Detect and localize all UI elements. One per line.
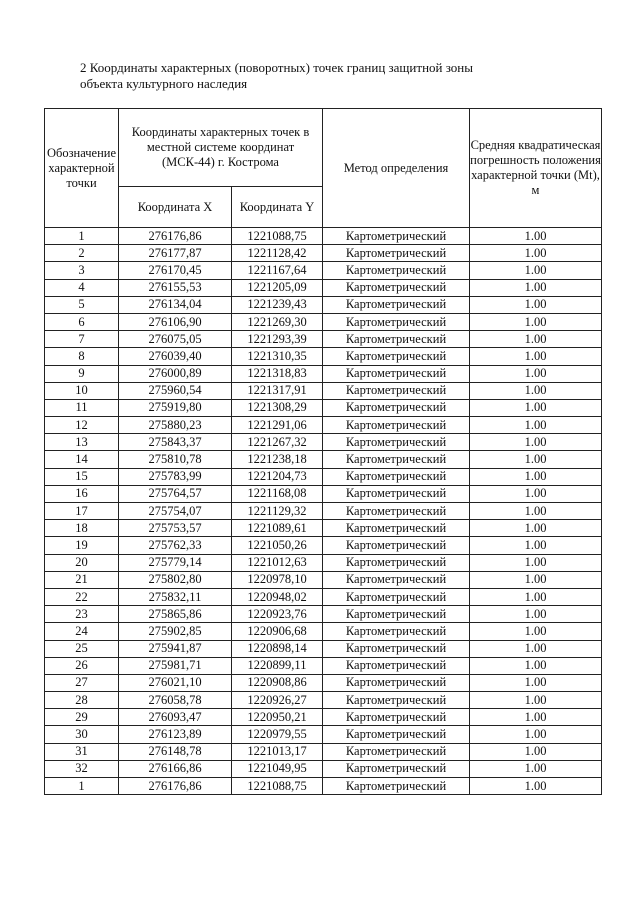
error-cell: 1.00 xyxy=(470,468,602,485)
error-cell: 1.00 xyxy=(470,588,602,605)
coordinate-x-cell: 275960,54 xyxy=(119,382,232,399)
point-number-cell: 18 xyxy=(45,520,119,537)
coordinate-y-cell: 1221317,91 xyxy=(232,382,323,399)
coordinate-x-cell: 276166,86 xyxy=(119,760,232,777)
header-point-designation: Обозначение характерной точки xyxy=(45,109,119,228)
coordinate-x-cell: 275779,14 xyxy=(119,554,232,571)
table-row xyxy=(45,382,602,399)
method-cell: Картометрический xyxy=(323,778,470,795)
error-cell: 1.00 xyxy=(470,331,602,348)
error-cell: 1.00 xyxy=(470,417,602,434)
table-row xyxy=(45,331,602,348)
coordinate-y-cell: 1221310,35 xyxy=(232,348,323,365)
error-cell: 1.00 xyxy=(470,296,602,313)
error-cell: 1.00 xyxy=(470,726,602,743)
coordinate-y-cell: 1221308,29 xyxy=(232,399,323,416)
coordinate-x-cell: 275902,85 xyxy=(119,623,232,640)
error-cell: 1.00 xyxy=(470,399,602,416)
table-row xyxy=(45,245,602,262)
coordinate-y-cell: 1220948,02 xyxy=(232,588,323,605)
point-number-cell: 9 xyxy=(45,365,119,382)
error-cell: 1.00 xyxy=(470,692,602,709)
header-coordinates-group: Координаты характерных точек в местной системе координат (МСК-44) г. Кострома xyxy=(119,109,323,187)
table-row xyxy=(45,588,602,605)
table-row xyxy=(45,468,602,485)
error-cell: 1.00 xyxy=(470,709,602,726)
coordinate-y-cell: 1220923,76 xyxy=(232,606,323,623)
error-cell: 1.00 xyxy=(470,365,602,382)
point-number-cell: 19 xyxy=(45,537,119,554)
coordinate-x-cell: 275832,11 xyxy=(119,588,232,605)
method-cell: Картометрический xyxy=(323,348,470,365)
point-number-cell: 28 xyxy=(45,692,119,709)
coordinate-x-cell: 275762,33 xyxy=(119,537,232,554)
error-cell: 1.00 xyxy=(470,657,602,674)
table-row xyxy=(45,657,602,674)
error-cell: 1.00 xyxy=(470,778,602,795)
point-number-cell: 10 xyxy=(45,382,119,399)
point-number-cell: 8 xyxy=(45,348,119,365)
coordinate-y-cell: 1221318,83 xyxy=(232,365,323,382)
coordinate-y-cell: 1220899,11 xyxy=(232,657,323,674)
coordinate-y-cell: 1221129,32 xyxy=(232,503,323,520)
error-cell: 1.00 xyxy=(470,760,602,777)
coordinate-y-cell: 1221013,17 xyxy=(232,743,323,760)
table-row xyxy=(45,434,602,451)
method-cell: Картометрический xyxy=(323,365,470,382)
error-cell: 1.00 xyxy=(470,537,602,554)
coordinate-y-cell: 1221204,73 xyxy=(232,468,323,485)
method-cell: Картометрический xyxy=(323,434,470,451)
error-cell: 1.00 xyxy=(470,245,602,262)
method-cell: Картометрический xyxy=(323,726,470,743)
table-row xyxy=(45,296,602,313)
method-cell: Картометрический xyxy=(323,245,470,262)
coordinate-x-cell: 276177,87 xyxy=(119,245,232,262)
coordinate-y-cell: 1221089,61 xyxy=(232,520,323,537)
method-cell: Картометрический xyxy=(323,451,470,468)
table-row xyxy=(45,709,602,726)
method-cell: Картометрический xyxy=(323,313,470,330)
coordinate-x-cell: 275783,99 xyxy=(119,468,232,485)
point-number-cell: 15 xyxy=(45,468,119,485)
coordinate-y-cell: 1221012,63 xyxy=(232,554,323,571)
table-row xyxy=(45,743,602,760)
point-number-cell: 4 xyxy=(45,279,119,296)
point-number-cell: 13 xyxy=(45,434,119,451)
table-row xyxy=(45,623,602,640)
error-cell: 1.00 xyxy=(470,485,602,502)
point-number-cell: 11 xyxy=(45,399,119,416)
coordinate-y-cell: 1221238,18 xyxy=(232,451,323,468)
coordinate-y-cell: 1221267,32 xyxy=(232,434,323,451)
point-number-cell: 12 xyxy=(45,417,119,434)
coordinate-x-cell: 275865,86 xyxy=(119,606,232,623)
table-row xyxy=(45,228,602,245)
coordinate-x-cell: 275753,57 xyxy=(119,520,232,537)
point-number-cell: 22 xyxy=(45,588,119,605)
method-cell: Картометрический xyxy=(323,760,470,777)
point-number-cell: 5 xyxy=(45,296,119,313)
error-cell: 1.00 xyxy=(470,606,602,623)
header-coordinate-y: Координата Y xyxy=(232,187,323,228)
point-number-cell: 3 xyxy=(45,262,119,279)
table-row xyxy=(45,554,602,571)
coordinate-y-cell: 1221128,42 xyxy=(232,245,323,262)
title-line-2: объекта культурного наследия xyxy=(80,76,248,91)
error-cell: 1.00 xyxy=(470,348,602,365)
coordinate-x-cell: 276123,89 xyxy=(119,726,232,743)
error-cell: 1.00 xyxy=(470,228,602,245)
method-cell: Картометрический xyxy=(323,571,470,588)
table-row xyxy=(45,778,602,795)
document-title xyxy=(80,60,580,92)
header-coordinate-x: Координата Х xyxy=(119,187,232,228)
error-cell: 1.00 xyxy=(470,554,602,571)
coordinate-x-cell: 275802,80 xyxy=(119,571,232,588)
table-body xyxy=(45,228,602,795)
point-number-cell: 7 xyxy=(45,331,119,348)
point-number-cell: 25 xyxy=(45,640,119,657)
table-row xyxy=(45,313,602,330)
point-number-cell: 1 xyxy=(45,778,119,795)
coordinate-y-cell: 1221269,30 xyxy=(232,313,323,330)
coordinate-x-cell: 275843,37 xyxy=(119,434,232,451)
coordinate-x-cell: 276058,78 xyxy=(119,692,232,709)
table-row xyxy=(45,640,602,657)
coordinate-x-cell: 275919,80 xyxy=(119,399,232,416)
error-cell: 1.00 xyxy=(470,674,602,691)
point-number-cell: 17 xyxy=(45,503,119,520)
method-cell: Картометрический xyxy=(323,417,470,434)
method-cell: Картометрический xyxy=(323,279,470,296)
method-cell: Картометрический xyxy=(323,382,470,399)
coordinate-y-cell: 1220978,10 xyxy=(232,571,323,588)
method-cell: Картометрический xyxy=(323,296,470,313)
table-row xyxy=(45,726,602,743)
error-cell: 1.00 xyxy=(470,382,602,399)
table-row xyxy=(45,537,602,554)
coordinate-x-cell: 276148,78 xyxy=(119,743,232,760)
point-number-cell: 27 xyxy=(45,674,119,691)
coordinate-y-cell: 1221293,39 xyxy=(232,331,323,348)
method-cell: Картометрический xyxy=(323,468,470,485)
coordinate-y-cell: 1220979,55 xyxy=(232,726,323,743)
method-cell: Картометрический xyxy=(323,262,470,279)
coordinate-x-cell: 275810,78 xyxy=(119,451,232,468)
table-row xyxy=(45,348,602,365)
error-cell: 1.00 xyxy=(470,313,602,330)
header-method: Метод определения xyxy=(323,109,470,228)
coordinate-y-cell: 1221167,64 xyxy=(232,262,323,279)
coordinates-table xyxy=(44,108,602,795)
error-cell: 1.00 xyxy=(470,434,602,451)
error-cell: 1.00 xyxy=(470,520,602,537)
method-cell: Картометрический xyxy=(323,399,470,416)
coordinate-y-cell: 1221088,75 xyxy=(232,778,323,795)
header-error: Средняя квадратическая погрешность положения характерной точки (Mt), м xyxy=(470,109,602,228)
method-cell: Картометрический xyxy=(323,503,470,520)
coordinate-y-cell: 1221205,09 xyxy=(232,279,323,296)
coordinate-x-cell: 275941,87 xyxy=(119,640,232,657)
point-number-cell: 32 xyxy=(45,760,119,777)
error-cell: 1.00 xyxy=(470,640,602,657)
coordinate-y-cell: 1220906,68 xyxy=(232,623,323,640)
coordinate-x-cell: 276170,45 xyxy=(119,262,232,279)
point-number-cell: 26 xyxy=(45,657,119,674)
error-cell: 1.00 xyxy=(470,451,602,468)
coordinate-x-cell: 275880,23 xyxy=(119,417,232,434)
method-cell: Картометрический xyxy=(323,606,470,623)
coordinate-y-cell: 1221291,06 xyxy=(232,417,323,434)
table-row xyxy=(45,451,602,468)
table-row xyxy=(45,503,602,520)
coordinate-y-cell: 1220926,27 xyxy=(232,692,323,709)
method-cell: Картометрический xyxy=(323,674,470,691)
table-row xyxy=(45,606,602,623)
coordinate-x-cell: 276155,53 xyxy=(119,279,232,296)
coordinate-y-cell: 1220898,14 xyxy=(232,640,323,657)
method-cell: Картометрический xyxy=(323,743,470,760)
point-number-cell: 24 xyxy=(45,623,119,640)
error-cell: 1.00 xyxy=(470,571,602,588)
table-row xyxy=(45,571,602,588)
point-number-cell: 30 xyxy=(45,726,119,743)
point-number-cell: 2 xyxy=(45,245,119,262)
table-header xyxy=(45,109,602,228)
point-number-cell: 16 xyxy=(45,485,119,502)
method-cell: Картометрический xyxy=(323,588,470,605)
point-number-cell: 6 xyxy=(45,313,119,330)
table-row xyxy=(45,417,602,434)
table-row xyxy=(45,365,602,382)
coordinate-y-cell: 1220950,21 xyxy=(232,709,323,726)
coordinate-x-cell: 276039,40 xyxy=(119,348,232,365)
point-number-cell: 29 xyxy=(45,709,119,726)
table-row xyxy=(45,399,602,416)
error-cell: 1.00 xyxy=(470,279,602,296)
coordinate-x-cell: 276176,86 xyxy=(119,778,232,795)
method-cell: Картометрический xyxy=(323,709,470,726)
coordinate-x-cell: 276021,10 xyxy=(119,674,232,691)
point-number-cell: 21 xyxy=(45,571,119,588)
table-row xyxy=(45,760,602,777)
error-cell: 1.00 xyxy=(470,503,602,520)
method-cell: Картометрический xyxy=(323,623,470,640)
table-row xyxy=(45,520,602,537)
coordinate-x-cell: 275764,57 xyxy=(119,485,232,502)
point-number-cell: 31 xyxy=(45,743,119,760)
coordinate-x-cell: 275754,07 xyxy=(119,503,232,520)
method-cell: Картометрический xyxy=(323,554,470,571)
coordinate-x-cell: 276093,47 xyxy=(119,709,232,726)
coordinate-y-cell: 1221049,95 xyxy=(232,760,323,777)
title-line-1: 2 Координаты характерных (поворотных) точек границ защитной зоны xyxy=(80,60,473,75)
error-cell: 1.00 xyxy=(470,623,602,640)
method-cell: Картометрический xyxy=(323,520,470,537)
coordinate-y-cell: 1221168,08 xyxy=(232,485,323,502)
method-cell: Картометрический xyxy=(323,228,470,245)
coordinate-y-cell: 1221050,26 xyxy=(232,537,323,554)
point-number-cell: 23 xyxy=(45,606,119,623)
table-row xyxy=(45,485,602,502)
coordinate-x-cell: 276134,04 xyxy=(119,296,232,313)
method-cell: Картометрический xyxy=(323,331,470,348)
coordinate-x-cell: 276106,90 xyxy=(119,313,232,330)
method-cell: Картометрический xyxy=(323,640,470,657)
error-cell: 1.00 xyxy=(470,262,602,279)
coordinate-y-cell: 1221088,75 xyxy=(232,228,323,245)
method-cell: Картометрический xyxy=(323,692,470,709)
table-row xyxy=(45,692,602,709)
coordinate-x-cell: 276000,89 xyxy=(119,365,232,382)
point-number-cell: 20 xyxy=(45,554,119,571)
coordinate-x-cell: 275981,71 xyxy=(119,657,232,674)
coordinate-x-cell: 276176,86 xyxy=(119,228,232,245)
method-cell: Картометрический xyxy=(323,657,470,674)
table-row xyxy=(45,262,602,279)
coordinate-x-cell: 276075,05 xyxy=(119,331,232,348)
point-number-cell: 14 xyxy=(45,451,119,468)
method-cell: Картометрический xyxy=(323,537,470,554)
coordinate-y-cell: 1220908,86 xyxy=(232,674,323,691)
table-row xyxy=(45,674,602,691)
point-number-cell: 1 xyxy=(45,228,119,245)
method-cell: Картометрический xyxy=(323,485,470,502)
coordinate-y-cell: 1221239,43 xyxy=(232,296,323,313)
error-cell: 1.00 xyxy=(470,743,602,760)
table-row xyxy=(45,279,602,296)
